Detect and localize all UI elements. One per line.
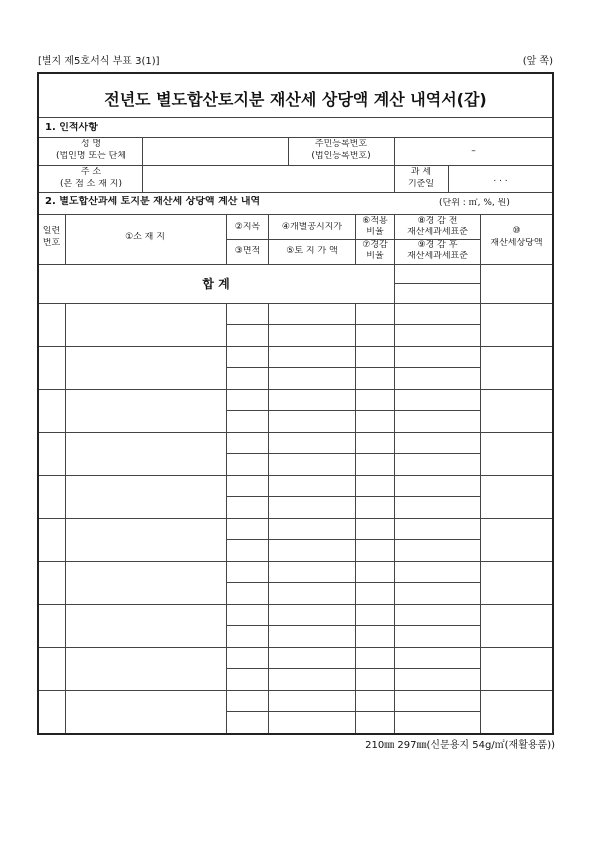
divider — [268, 518, 269, 561]
document-title: 전년도 별도합산토지분 재산세 상당액 계산 내역서(갑) — [104, 90, 487, 109]
divider — [226, 518, 227, 561]
col-official-price-label: ④개별공시지가 — [281, 222, 343, 232]
footer-note: 210㎜ 297㎜(신문용지 54g/㎡(재활용품)) — [365, 740, 555, 751]
total-label: 합 계 — [202, 277, 230, 291]
col-reduce-rate-label: ⑦경감 — [362, 240, 388, 250]
divider — [480, 389, 481, 432]
divider — [480, 303, 481, 346]
col-before-reduce-label: ⑧경 감 전 — [417, 216, 458, 226]
form-frame — [37, 72, 554, 735]
section2-title: 2. 별도합산과세 토지분 재산세 상당액 계산 내역 — [45, 196, 261, 207]
divider — [226, 367, 480, 368]
divider — [268, 346, 269, 389]
tax-base-date-field[interactable]: . . . — [493, 174, 508, 184]
unit-label: (단위 : ㎡, %, 원) — [439, 198, 510, 208]
col-after-reduce-label: ⑨경 감 후 — [417, 240, 458, 250]
divider — [355, 432, 356, 475]
divider — [355, 604, 356, 647]
col-equiv-label: ⑩ — [512, 226, 521, 236]
divider — [355, 690, 356, 733]
table-row — [39, 604, 552, 605]
col-apply-rate-label: ⑥적용 — [362, 216, 388, 226]
col-reduce-rate-label: 비율 — [366, 251, 384, 261]
divider — [226, 539, 480, 540]
table-row — [39, 561, 552, 562]
divider — [268, 432, 269, 475]
tax-base-label: 과 세 — [410, 167, 432, 177]
divider — [268, 561, 269, 604]
divider — [394, 690, 395, 733]
divider — [226, 668, 480, 669]
divider — [39, 137, 552, 138]
divider — [226, 324, 480, 325]
divider — [226, 346, 227, 389]
divider — [65, 604, 66, 647]
section1-title: 1. 인적사항 — [45, 122, 98, 133]
divider — [39, 117, 552, 118]
table-row — [39, 733, 552, 734]
divider — [65, 432, 66, 475]
resident-no-field[interactable]: – — [471, 146, 476, 156]
table-row — [39, 647, 552, 648]
divider — [355, 389, 356, 432]
divider — [226, 561, 227, 604]
divider — [65, 561, 66, 604]
divider — [226, 475, 227, 518]
table-row — [39, 432, 552, 433]
divider — [394, 518, 395, 561]
col-location-label: ①소 재 지 — [125, 232, 165, 242]
divider — [480, 432, 481, 475]
divider — [226, 410, 480, 411]
col-land-type-label: ②지목 — [234, 222, 261, 232]
divider — [394, 604, 395, 647]
address-sub-label: (본 점 소 재 지) — [60, 179, 122, 189]
divider — [268, 690, 269, 733]
divider — [65, 518, 66, 561]
divider — [394, 303, 395, 346]
address-label: 주 소 — [80, 167, 102, 177]
col-serial-label: 일련 — [42, 226, 61, 236]
divider — [355, 561, 356, 604]
table-row — [39, 518, 552, 519]
form-number: [별지 제5호서식 부표 3(1)] — [38, 56, 160, 67]
divider — [226, 604, 227, 647]
divider — [355, 303, 356, 346]
divider — [65, 389, 66, 432]
divider — [65, 647, 66, 690]
col-area-label: ③면적 — [234, 246, 261, 256]
divider — [480, 604, 481, 647]
divider — [394, 647, 395, 690]
address-field[interactable] — [143, 166, 391, 188]
divider — [394, 264, 395, 303]
divider — [480, 561, 481, 604]
divider — [226, 711, 480, 712]
divider — [268, 389, 269, 432]
divider — [226, 647, 227, 690]
divider — [39, 192, 552, 193]
divider — [226, 625, 480, 626]
divider — [268, 647, 269, 690]
divider — [268, 604, 269, 647]
divider — [480, 346, 481, 389]
divider — [268, 303, 269, 346]
divider — [65, 475, 66, 518]
divider — [480, 475, 481, 518]
divider — [65, 303, 66, 346]
col-apply-rate-label: 비율 — [366, 227, 384, 237]
divider — [355, 475, 356, 518]
divider — [65, 346, 66, 389]
table-row — [39, 475, 552, 476]
resident-no-label: 주민등록번호 — [314, 139, 368, 149]
col-land-value-label: ⑤토 지 가 액 — [286, 246, 338, 256]
divider — [355, 346, 356, 389]
divider — [480, 518, 481, 561]
col-serial-label: 번호 — [42, 238, 61, 248]
name-sub-label: (법인명 또는 단체 — [55, 151, 127, 161]
divider — [394, 346, 395, 389]
col-after-reduce-label: 재산세과세표준 — [407, 251, 468, 261]
table-row — [39, 389, 552, 390]
page-side: (앞 쪽) — [522, 56, 553, 67]
divider — [226, 239, 480, 240]
divider — [394, 475, 395, 518]
divider — [226, 582, 480, 583]
col-equiv-label: 재산세상당액 — [490, 238, 543, 248]
resident-no-sub-label: (법인등록번호) — [311, 151, 371, 161]
divider — [226, 690, 227, 733]
divider — [226, 453, 480, 454]
divider — [65, 690, 66, 733]
divider — [394, 432, 395, 475]
tax-base-sub-label: 기준일 — [407, 179, 435, 189]
divider — [480, 214, 481, 264]
divider — [394, 283, 480, 284]
divider — [226, 303, 227, 346]
divider — [394, 389, 395, 432]
divider — [226, 432, 227, 475]
name-label: 성 명 — [80, 139, 102, 149]
divider — [355, 518, 356, 561]
divider — [355, 647, 356, 690]
col-before-reduce-label: 재산세과세표준 — [407, 227, 468, 237]
divider — [226, 389, 227, 432]
divider — [394, 561, 395, 604]
divider — [480, 264, 481, 303]
divider — [480, 647, 481, 690]
divider — [39, 264, 552, 265]
divider — [226, 496, 480, 497]
divider — [39, 214, 552, 215]
table-row — [39, 690, 552, 691]
divider — [480, 690, 481, 733]
table-row — [39, 346, 552, 347]
name-field[interactable] — [143, 138, 287, 160]
divider — [39, 303, 552, 304]
divider — [65, 214, 66, 264]
divider — [268, 475, 269, 518]
